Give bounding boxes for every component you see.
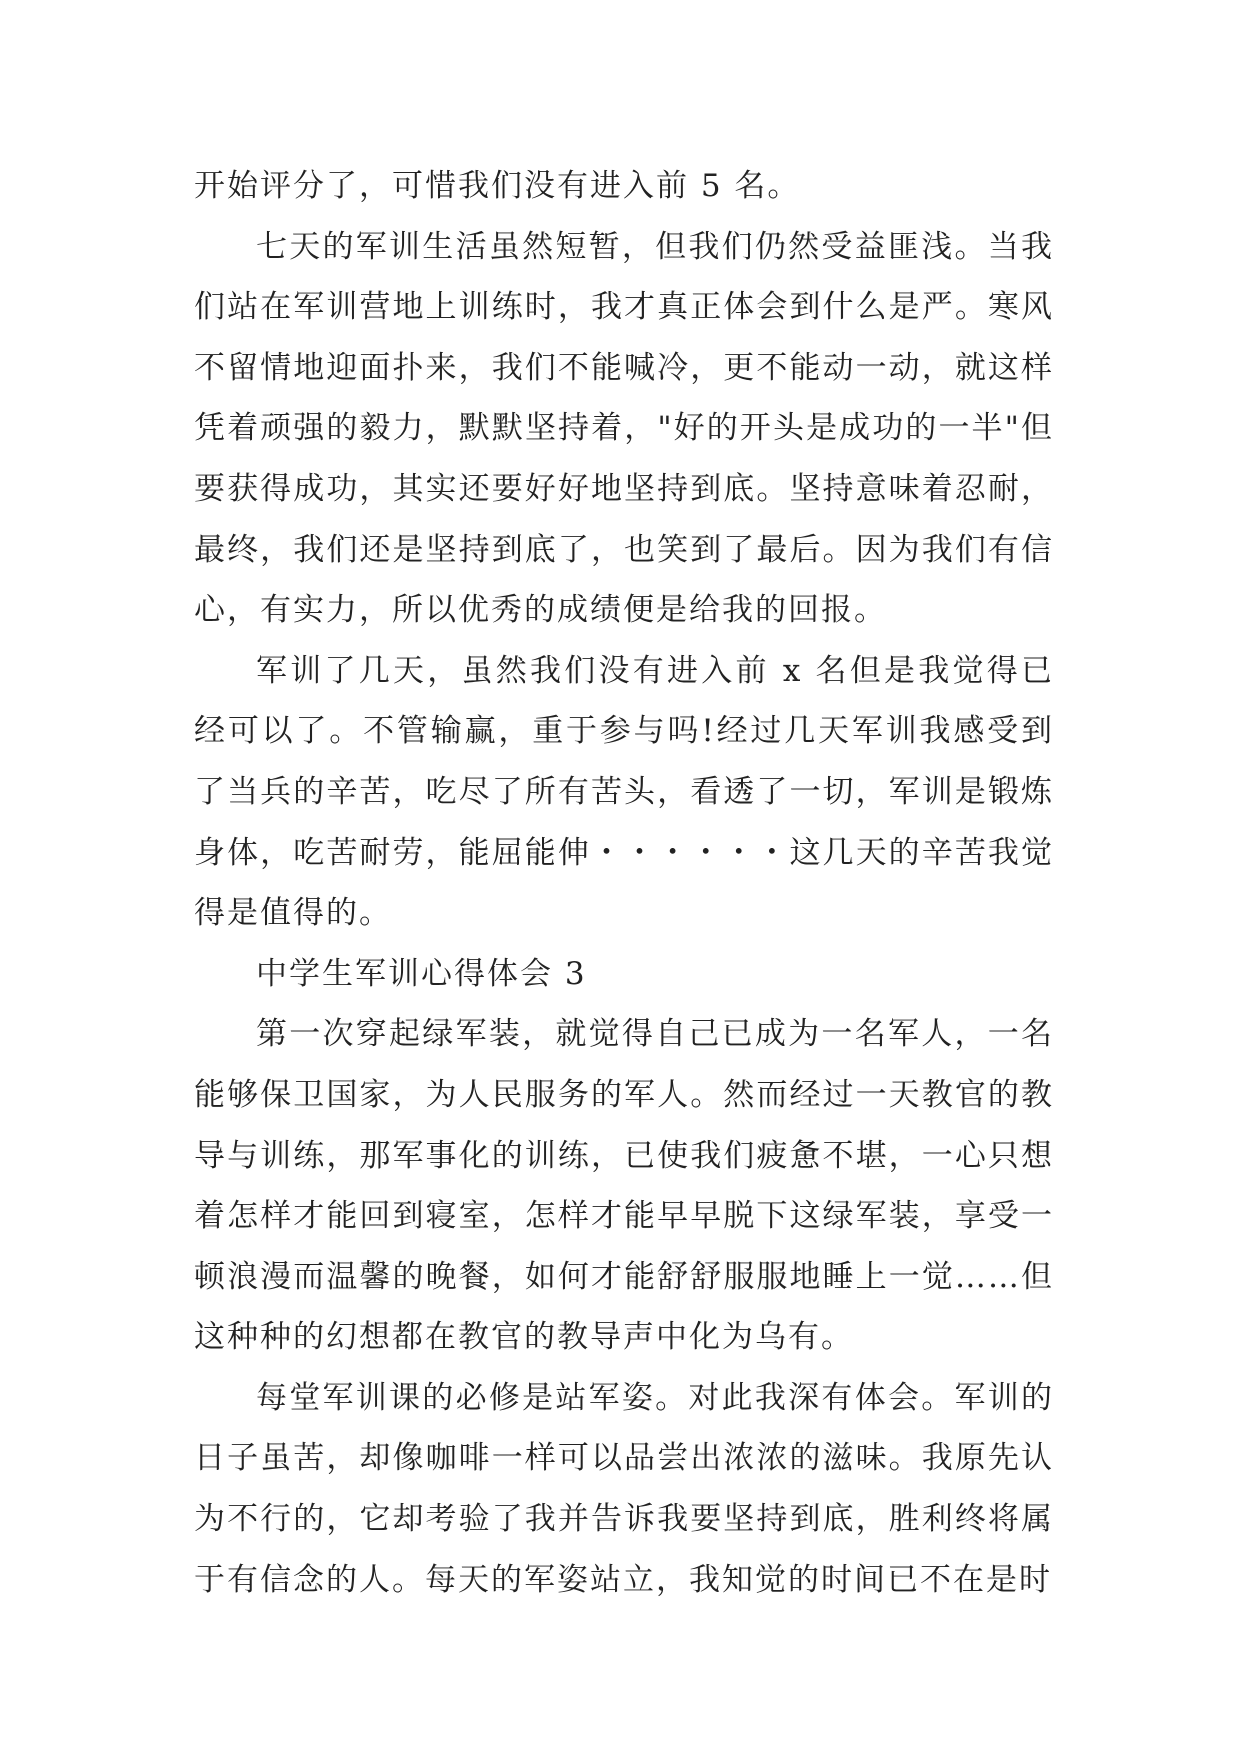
document-body [194, 156, 1054, 1610]
paragraph-military-posture: 每堂军训课的必修是站军姿。对此我深有体会。军训的日子虽苦，却像咖啡一样可以品尝出浓浓的滋味。我原先认为不行的，它却考验了我并告诉我要坚持到底，胜利终将属于有信念的人。每天的军姿站立，我知觉的时间已不在是时 [194, 1379, 1054, 1598]
section-heading: 中学生军训心得体会 3 [256, 955, 587, 992]
paragraph-continuation: 开始评分了，可惜我们没有进入前 5 名。 [194, 168, 801, 204]
paragraph-seven-days: 七天的军训生活虽然短暂，但我们仍然受益匪浅。当我们站在军训营地上训练时，我才真正体会到什么是严。寒风不留情地迎面扑来，我们不能喊冷，更不能动一动，就这样凭着顽强的毅力，默默坚持着，"好的开头是成功的一半"但要获得成功，其实还要好好地坚持到底。坚持意味着忍耐，最终，我们还是坚持到底了，也笑到了最后。因为我们有信心，有实力，所以优秀的成绩便是给我的回报。 [194, 228, 1054, 629]
paragraph-green-uniform: 第一次穿起绿军装，就觉得自己已成为一名军人，一名能够保卫国家，为人民服务的军人。然而经过一天教官的教导与训练，那军事化的训练，已使我们疲惫不堪，一心只想着怎样才能回到寝室，怎样才能早早脱下这绿军装，享受一顿浪漫而温馨的晚餐，如何才能舒舒服服地睡上一觉……但这种种的幻想都在教官的教导声中化为乌有。 [194, 1016, 1054, 1356]
paragraph-few-days: 军训了几天，虽然我们没有进入前 x 名但是我觉得已经可以了。不管输赢，重于参与吗!经过几天军训我感受到了当兵的辛苦，吃尽了所有苦头，看透了一切，军训是锻炼身体，吃苦耐劳，能屈能伸・・・・・・这几天的辛苦我觉得是值得的。 [194, 652, 1054, 932]
